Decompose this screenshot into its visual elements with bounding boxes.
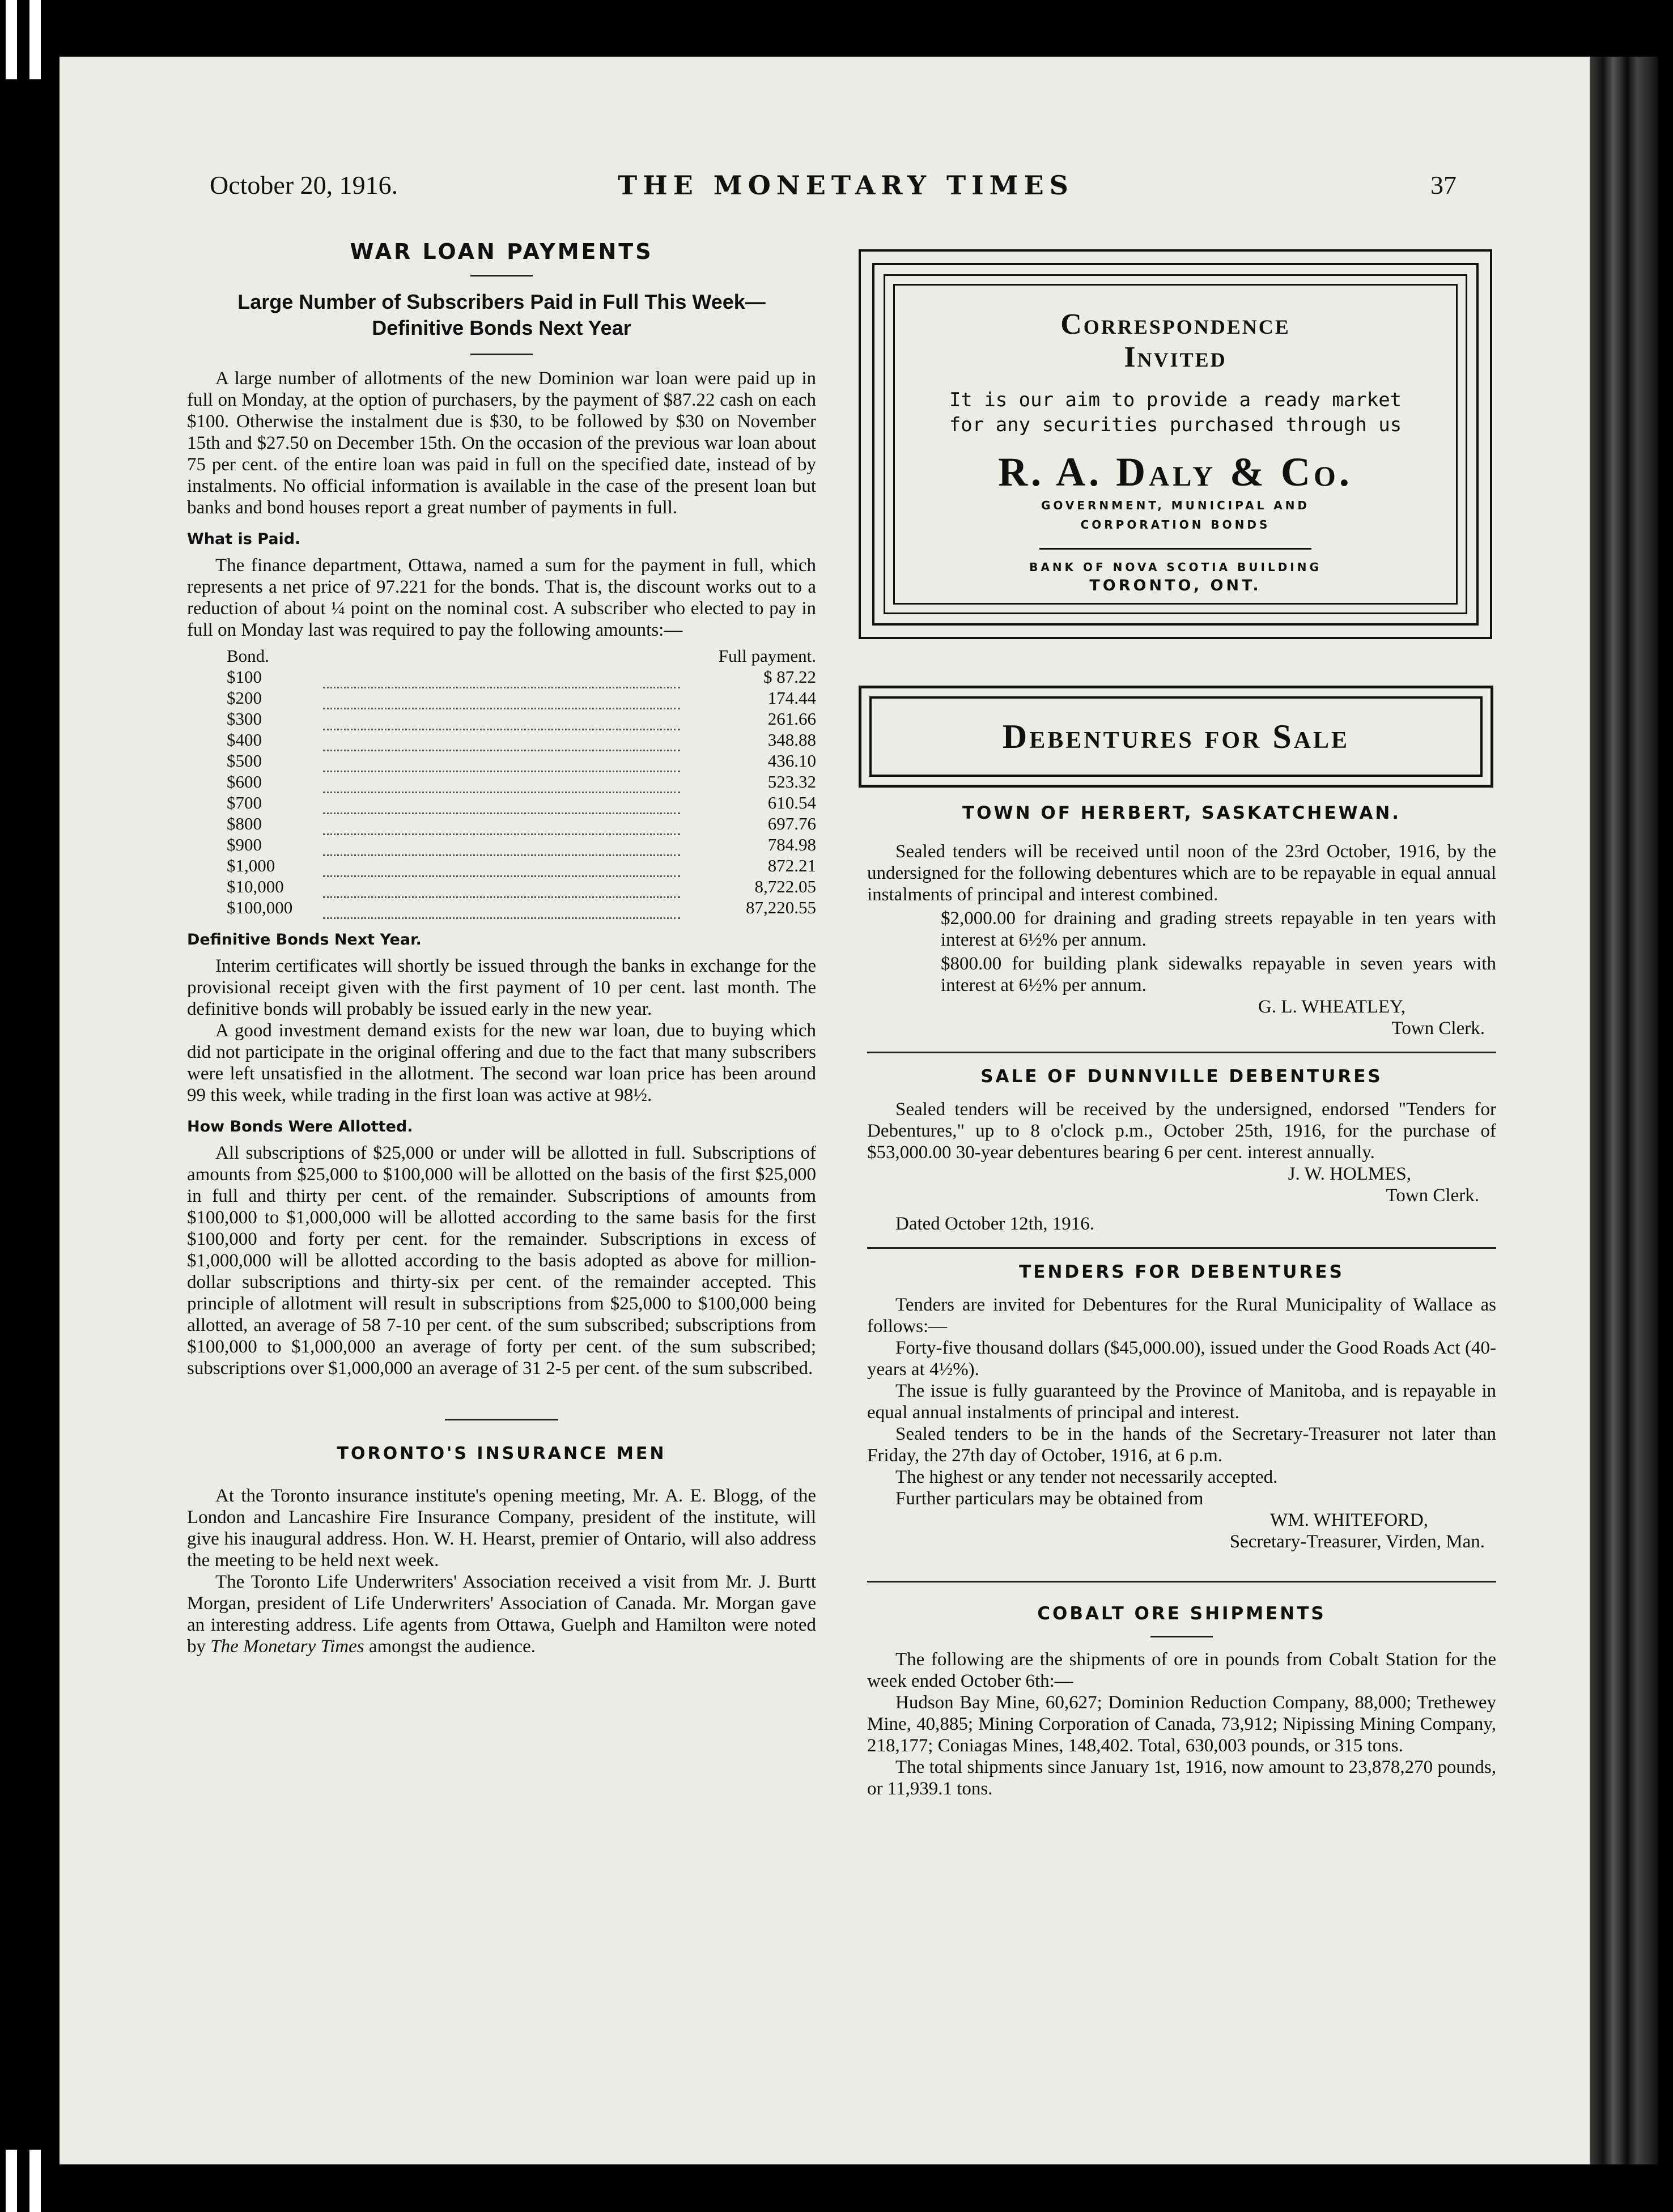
- film-edge-mark: [29, 2150, 41, 2212]
- advert-city: TORONTO, ONT.: [1089, 577, 1262, 594]
- signature-title: Town Clerk.: [1386, 1185, 1479, 1206]
- divider: [1150, 1636, 1213, 1637]
- payment-amount: 610.54: [767, 793, 816, 813]
- advert-border: [872, 263, 1479, 626]
- bond-amount: $500: [227, 751, 262, 771]
- divider: [867, 1052, 1496, 1053]
- publication-reference: The Monetary Times: [210, 1636, 364, 1657]
- bond-amount: $800: [227, 814, 262, 833]
- cobalt-paragraph: The total shipments since January 1st, 1916, now amount to 23,878,270 pounds, or 11,939.1 tons.: [867, 1757, 1496, 1799]
- table-row: [187, 834, 816, 855]
- payment-table: [187, 645, 816, 919]
- war-loan-paragraph: The finance department, Ottawa, named a sum for the payment in full, which represents a net price of 97.221 for the bonds. That is, the discount works out to a reduction of about ¼ point on the nominal cost. A subscriber who elected to pay in full on Monday last was required to pay the following amounts:—: [187, 555, 816, 640]
- insurance-paragraph: At the Toronto insurance institute's opening meeting, Mr. A. E. Blogg, of the London and Lancashire Fire Insurance Company, president of the institute, will give his inaugural address. Hon. W. H. Hearst, premier of Ontario, will also address the meeting to be held next week.: [187, 1485, 816, 1571]
- tenders-title: TENDERS FOR DEBENTURES: [1019, 1262, 1344, 1282]
- insurance-title: TORONTO'S INSURANCE MEN: [337, 1443, 666, 1464]
- payment-amount: 348.88: [767, 730, 816, 750]
- signature-name: J. W. HOLMES,: [1288, 1164, 1411, 1184]
- signature-name: G. L. WHEATLEY,: [1258, 997, 1406, 1017]
- film-edge-mark: [6, 0, 17, 79]
- bond-amount: $1,000: [227, 856, 275, 875]
- divider: [470, 275, 533, 276]
- debentures-banner-text: Debentures for Sale: [869, 696, 1483, 777]
- left-column: [187, 241, 816, 1657]
- herbert-item: $2,000.00 for draining and grading streets repayable in ten years with interest at 6½% per annum.: [941, 908, 1496, 950]
- war-loan-paragraph: A large number of allotments of the new Dominion war loan were paid up in full on Monday, at the option of purchasers, by the payment of $87.22 cash on each $100. Otherwise the instalment due is $30, to be followed by $30 on November 15th and $27.50 on December 15th. On the occasion of the previous war loan about 75 per cent. of the entire loan was paid in full on the specified date, instead of by instalments. No official information is available in the case of the present loan but banks and bond houses report a great number of payments in full.: [187, 368, 816, 518]
- bond-amount: $300: [227, 709, 262, 729]
- payment-amount: 436.10: [767, 751, 816, 771]
- bond-amount: $700: [227, 793, 262, 813]
- insurance-text: The Toronto Life Underwriters' Association received a visit from Mr. J. Burtt Morgan, president of Life Underwriters' Association of Canada. Mr. Morgan gave an interesting address. Life agents from Ottawa, Guelph and Hamilton were noted by: [187, 1571, 816, 1657]
- bond-amount: $100: [227, 667, 262, 687]
- bond-amount: $900: [227, 835, 262, 854]
- insurance-paragraph: [187, 1571, 816, 1657]
- divider: [445, 1419, 558, 1420]
- advert-heading: Correspondence: [1060, 308, 1290, 341]
- advert-border: [884, 274, 1467, 614]
- firm-name: R. A. Daly & Co.: [998, 449, 1353, 495]
- war-loan-paragraph: A good investment demand exists for the new war loan, due to buying which did not participate in the original offering and due to the fact that many subscribers were left unsatisfied in the allotment. The second war loan price has been around 99 this week, while trading in the first loan was active at 98½.: [187, 1020, 816, 1105]
- tenders-paragraph: The issue is fully guaranteed by the Province of Manitoba, and is repayable in equal annual instalments of principal and interest.: [867, 1381, 1496, 1423]
- dunnville-dated: Dated October 12th, 1916.: [895, 1214, 1094, 1234]
- herbert-title: TOWN OF HERBERT, SASKATCHEWAN.: [962, 803, 1402, 823]
- subhead-what-is-paid: What is Paid.: [187, 530, 301, 548]
- bond-amount: $100,000: [227, 897, 293, 917]
- payment-table-header: [187, 645, 816, 666]
- bond-amount: $400: [227, 730, 262, 750]
- tenders-paragraph: Tenders are invited for Debentures for the Rural Municipality of Wallace as follows:—: [867, 1295, 1496, 1337]
- payment-amount: 8,722.05: [754, 877, 816, 896]
- signature-name: WM. WHITEFORD,: [1270, 1510, 1428, 1530]
- advert-bond-types: CORPORATION BONDS: [1080, 518, 1271, 531]
- table-row: [187, 855, 816, 876]
- debentures-banner: [859, 686, 1493, 788]
- signature-title: Secretary-Treasurer, Virden, Man.: [1229, 1532, 1485, 1552]
- cobalt-paragraph: Hudson Bay Mine, 60,627; Dominion Reduction Company, 88,000; Trethewey Mine, 40,885; Mining Corporation of Canada, 73,912; Nipissing Mining Company, 218,177; Coniagas Mines, 148,402. Total, 630,003 pounds, or 315 tons.: [867, 1692, 1496, 1756]
- table-row: [187, 666, 816, 687]
- issue-date: October 20, 1916.: [210, 171, 398, 199]
- subhead-how-bonds-allotted: How Bonds Were Allotted.: [187, 1117, 413, 1135]
- insurance-text: amongst the audience.: [364, 1636, 536, 1657]
- daly-advertisement: [859, 249, 1492, 639]
- book-spine: [1590, 57, 1658, 2164]
- page-header: [210, 170, 1457, 210]
- divider: [470, 354, 533, 355]
- signature-title: Town Clerk.: [1391, 1018, 1485, 1039]
- table-row: [187, 876, 816, 897]
- dunnville-paragraph: Sealed tenders will be received by the undersigned, endorsed "Tenders for Debentures," up to 8 o'clock p.m., October 25th, 1916, for the purchase of $53,000.00 30-year debentures bearing 6 per cent. interest annually.: [867, 1099, 1496, 1163]
- advert-heading: Invited: [1124, 341, 1227, 373]
- herbert-item: $800.00 for building plank sidewalks repayable in seven years with interest at 6½% per annum.: [941, 954, 1496, 996]
- advert-text: for any securities purchased through us: [949, 414, 1402, 436]
- cobalt-title: COBALT ORE SHIPMENTS: [1037, 1603, 1326, 1624]
- bond-amount: $600: [227, 772, 262, 792]
- advert-text: It is our aim to provide a ready market: [949, 389, 1402, 411]
- payment-amount: 174.44: [767, 688, 816, 708]
- payment-amount: 872.21: [767, 856, 816, 875]
- war-loan-deck-1: Large Number of Subscribers Paid in Full This Week—: [237, 290, 766, 313]
- advert-building: BANK OF NOVA SCOTIA BUILDING: [1029, 560, 1322, 574]
- column-header-bond: Bond.: [227, 646, 269, 666]
- payment-amount: $ 87.22: [763, 667, 816, 687]
- left-scan-margin: [0, 0, 60, 2212]
- divider: [867, 1247, 1496, 1249]
- film-edge-mark: [29, 0, 41, 79]
- tenders-paragraph: The highest or any tender not necessarily accepted.: [895, 1467, 1278, 1487]
- table-row: [187, 813, 816, 834]
- payment-amount: 87,220.55: [746, 897, 816, 917]
- page-number: 37: [1430, 171, 1457, 199]
- column-header-full-payment: Full payment.: [718, 646, 816, 666]
- bond-amount: $10,000: [227, 877, 284, 896]
- war-loan-title: WAR LOAN PAYMENTS: [350, 239, 653, 264]
- war-loan-paragraph: Interim certificates will shortly be issued through the banks in exchange for the provisional receipt given with the first payment of 10 per cent. last month. The definitive bonds will probably be issued early in the new year.: [187, 955, 816, 1019]
- tenders-paragraph: Sealed tenders to be in the hands of the Secretary-Treasurer not later than Friday, the 27th day of October, 1916, at 6 p.m.: [867, 1424, 1496, 1466]
- tenders-paragraph: Forty-five thousand dollars ($45,000.00), issued under the Good Roads Act (40-years at 4½%).: [867, 1338, 1496, 1380]
- table-row: [187, 729, 816, 750]
- payment-amount: 523.32: [767, 772, 816, 792]
- table-row: [187, 750, 816, 771]
- advert-content: [893, 284, 1458, 605]
- table-row: [187, 687, 816, 708]
- dunnville-title: SALE OF DUNNVILLE DEBENTURES: [980, 1066, 1383, 1087]
- table-row: [187, 792, 816, 813]
- war-loan-paragraph: All subscriptions of $25,000 or under will be allotted in full. Subscriptions of amounts from $25,000 to $100,000 will be allotted on the basis of the first $25,000 in full and thirty per cent. of the remainder. Subscriptions of amounts from $100,000 to $1,000,000 will be allotted according to the same basis for the first $100,000 and forty per cent. for the remainder. Subscriptions in excess of $1,000,000 will be allotted according to the basis adopted as above for million-dollar subscriptions and thirty-six per cent. of the remainder accepted. This principle of allotment will result in subscriptions from $25,000 to $100,000 being allotted, an average of 58 7-10 per cent. of the sum subscribed; subscriptions from $100,000 to $1,000,000 an average of forty per cent. of the sum subscribed; subscriptions over $1,000,000 an average of 31 2-5 per cent. of the sum subscribed.: [187, 1142, 816, 1379]
- table-row: [187, 771, 816, 792]
- herbert-paragraph: Sealed tenders will be received until noon of the 23rd October, 1916, by the undersigned for the following debentures which are to be repayable in equal annual instalments of principal and interest combined.: [867, 841, 1496, 905]
- film-edge-mark: [6, 2150, 17, 2212]
- table-row: [187, 897, 816, 918]
- subhead-definitive-bonds: Definitive Bonds Next Year.: [187, 930, 422, 948]
- payment-amount: 697.76: [767, 814, 816, 833]
- cobalt-paragraph: The following are the shipments of ore in pounds from Cobalt Station for the week ended October 6th:—: [867, 1649, 1496, 1691]
- tenders-paragraph: Further particulars may be obtained from: [895, 1488, 1204, 1509]
- payment-amount: 784.98: [767, 835, 816, 854]
- payment-amount: 261.66: [767, 709, 816, 729]
- bond-amount: $200: [227, 688, 262, 708]
- divider: [867, 1581, 1496, 1583]
- advert-bond-types: GOVERNMENT, MUNICIPAL AND: [1041, 499, 1310, 512]
- table-row: [187, 708, 816, 729]
- right-column: [867, 793, 1496, 1800]
- war-loan-deck-2: Definitive Bonds Next Year: [372, 316, 631, 339]
- publication-title: THE MONETARY TIMES: [618, 170, 1074, 201]
- divider: [1039, 548, 1311, 550]
